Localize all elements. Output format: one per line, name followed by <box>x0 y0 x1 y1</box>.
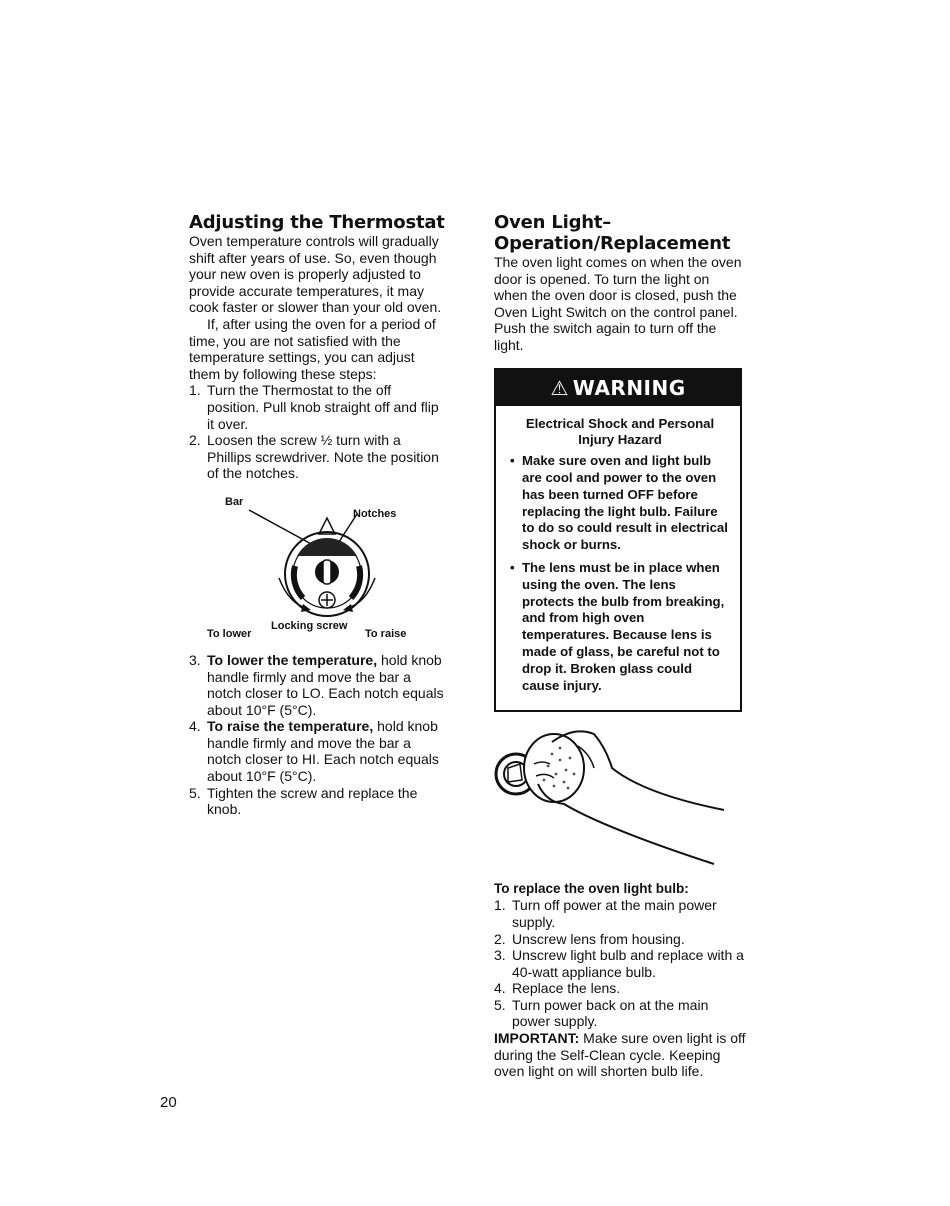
list-item: 1. Turn the Thermostat to the off position. Pull knob straight off and flip it over. <box>189 382 439 432</box>
list-item: 3. To lower the temperature, hold knob handle firmly and move the bar a notch closer to LO. Each notch equals about 10°F (5°C). <box>189 651 444 718</box>
warning-box <box>494 368 742 713</box>
list-item: • The lens must be in place when using the oven. The lens protects the bulb from breaking, and from high oven temperatures. Because lens is made of glass, be careful not to drop it. Broken glass could cause injury. <box>510 559 725 693</box>
list-item: 3. Unscrew light bulb and replace with a 40-watt appliance bulb. <box>494 947 744 980</box>
to-lower-label: To lower <box>207 627 252 640</box>
warning-title: Electrical Shock and Personal Injury Hazard <box>525 415 715 448</box>
warning-bullets <box>510 453 730 694</box>
list-item: 5. Turn power back on at the main power supply. <box>494 996 709 1030</box>
thermostat-intro: Oven temperature controls will gradually shift after years of use. So, even though your new oven is properly adjusted to provide accurate temperatures, it may cook faster or slower than your old oven. <box>189 233 442 316</box>
bar-label: Bar <box>225 495 244 508</box>
page-number: 20 <box>160 1094 177 1111</box>
thermostat-knob-diagram <box>207 496 437 646</box>
warning-body <box>496 406 740 711</box>
list-item: • Make sure oven and light bulb are cool and power to the oven has been turned OFF before replacing the light bulb. Failure to do so could result in electrical shock or burns. <box>510 453 728 553</box>
thermostat-steps-b <box>189 652 447 818</box>
thermostat-steps-a <box>189 382 447 482</box>
oven-light-intro: The oven light comes on when the oven door is opened. To turn the light on when the oven door is closed, push the Oven Light Switch on the control panel. Push the switch again to turn off the light. <box>494 254 742 353</box>
hand-lens-icon <box>494 724 734 874</box>
list-item: 2. Loosen the screw ½ turn with a Phillips screwdriver. Note the position of the notches. <box>189 432 439 482</box>
oven-light-section <box>494 212 746 1080</box>
locking-screw-label: Locking screw <box>271 619 348 632</box>
notches-label: Notches <box>353 507 397 520</box>
list-item: 2. Unscrew lens from housing. <box>494 930 685 947</box>
warning-triangle-icon: ⚠ <box>550 375 569 400</box>
replace-bulb-heading: To replace the oven light bulb: <box>494 881 689 897</box>
thermostat-heading: Adjusting the Thermostat <box>189 212 445 233</box>
oven-light-heading-2: Operation/Replacement <box>494 233 731 254</box>
oven-light-illustration <box>494 724 734 874</box>
replace-bulb-steps <box>494 897 746 1030</box>
oven-light-heading-1: Oven Light– <box>494 212 612 233</box>
list-item: 4. Replace the lens. <box>494 980 621 997</box>
thermostat-para2: If, after using the oven for a period of time, you are not satisfied with the temperature settings, you can adjust them by following these steps: <box>189 315 436 382</box>
list-item: 1. Turn off power at the main power supply. <box>494 897 717 930</box>
warning-label: WARNING <box>572 375 686 400</box>
thermostat-section <box>189 212 447 818</box>
to-raise-label: To raise <box>365 627 407 640</box>
list-item: 5. Tighten the screw and replace the knob. <box>189 784 418 818</box>
list-item: 4. To raise the temperature, hold knob handle firmly and move the bar a notch closer to HI. Each notch equals about 10°F (5°C). <box>189 718 439 785</box>
important-note: IMPORTANT: Make sure oven light is off during the Self-Clean cycle. Keeping oven light on will shorten bulb life. <box>494 1030 746 1080</box>
warning-header <box>496 370 740 406</box>
